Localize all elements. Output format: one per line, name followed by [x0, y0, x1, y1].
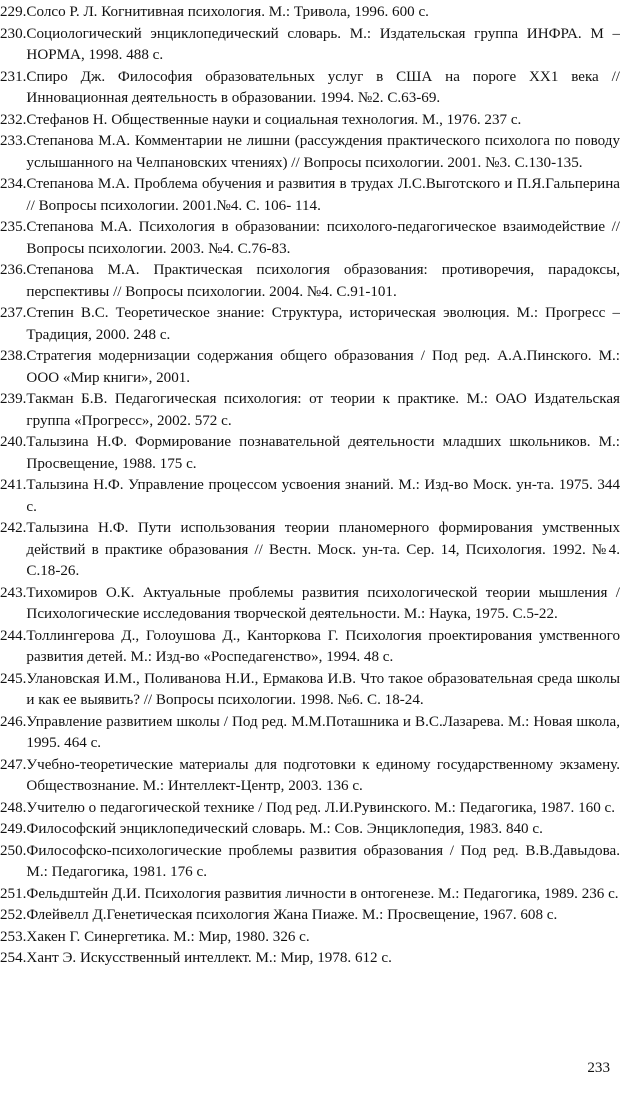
reference-text: Социологический энциклопедический словарь. М.: Издательская группа ИНФРА. М – НОРМА, 1998. 488 с.	[26, 25, 620, 63]
reference-text: Хакен Г. Синергетика. М.: Мир, 1980. 326 с.	[26, 928, 310, 945]
reference-item	[0, 583, 620, 626]
reference-number: 239.	[0, 391, 27, 407]
reference-item	[0, 669, 620, 712]
reference-number: 230.	[0, 25, 27, 42]
reference-text: Степанова М.А. Практическая психология образования: противоречия, парадоксы, перспективы // Вопросы психологии. 2004. №4. С.91-101.	[26, 262, 620, 300]
reference-text: Такман Б.В. Педагогическая психология: от теории к практике. М.: ОАО Издательская группа «Прогресс», 2002. 572 с.	[26, 391, 620, 429]
reference-list	[0, 2, 620, 970]
reference-number: 246.	[0, 713, 27, 730]
reference-number: 254.	[0, 950, 27, 966]
reference-item	[0, 626, 620, 669]
reference-text: Улановская И.М., Поливанова Н.И., Ермакова И.В. Что такое образовательная среда школы и как ее выявить? // Вопросы психологии. 1998. №6. С. 18-24.	[26, 670, 620, 708]
reference-number: 235.	[0, 219, 27, 235]
reference-text: Флейвелл Д.Генетическая психология Жана Пиаже. М.: Просвещение, 1967. 608 с.	[26, 907, 558, 923]
reference-text: Стратегия модернизации содержания общего образования / Под ред. А.А.Пинского. М.: ООО «Мир книги», 2001.	[26, 348, 620, 386]
reference-item	[0, 2, 620, 24]
reference-number: 244.	[0, 627, 27, 644]
reference-item	[0, 948, 620, 970]
reference-item	[0, 346, 620, 389]
reference-text: Степин В.С. Теоретическое знание: Структура, историческая эволюция. М.: Прогресс – Традиция, 2000. 248 с.	[26, 305, 620, 343]
reference-number: 250.	[0, 842, 27, 859]
reference-item	[0, 755, 620, 798]
reference-text: Степанова М.А. Комментарии не лишни (рассуждения практического психолога по поводу услышанного на Челпановских чтениях) // Вопросы психологии. 2001. №3. С.130-135.	[26, 133, 620, 171]
reference-number: 249.	[0, 821, 27, 837]
reference-text: Степанова М.А. Проблема обучения и развития в трудах Л.С.Выготского и П.Я.Гальперина // Вопросы психологии. 2001.№4. С. 106- 114.	[26, 176, 620, 214]
reference-number: 252.	[0, 907, 27, 923]
reference-text: Учителю о педагогической технике / Под ред. Л.И.Рувинского. М.: Педагогика, 1987. 160 с.	[26, 799, 615, 816]
reference-number: 243.	[0, 584, 27, 601]
reference-item	[0, 217, 620, 260]
reference-item	[0, 475, 620, 518]
reference-item	[0, 174, 620, 217]
reference-item	[0, 260, 620, 303]
reference-text: Тихомиров О.К. Актуальные проблемы развития психологической теории мышления / Психологические исследования творческой деятельности. М.: Наука, 1975. С.5-22.	[26, 584, 620, 622]
reference-item	[0, 518, 620, 583]
reference-number: 229.	[0, 4, 27, 20]
reference-number: 241.	[0, 477, 27, 493]
reference-text: Солсо Р. Л. Когнитивная психология. М.: Тривола, 1996. 600 с.	[26, 4, 429, 20]
reference-number: 240.	[0, 434, 27, 450]
reference-text: Управление развитием школы / Под ред. М.М.Поташника и В.С.Лазарева. М.: Новая школа, 1995. 464 с.	[26, 713, 620, 751]
reference-item	[0, 67, 620, 110]
page-number: 233	[587, 1060, 610, 1076]
reference-item	[0, 798, 620, 820]
reference-text: Талызина Н.Ф. Пути использования теории планомерного формирования умственных действий в практике образования // Вестн. Моск. ун-та. Сер. 14, Психология. 1992. №4. С.18-26.	[26, 520, 620, 579]
reference-text: Фельдштейн Д.И. Психология развития личности в онтогенезе. М.: Педагогика, 1989. 236 с.	[26, 885, 619, 902]
reference-text: Степанова М.А. Психология в образовании: психолого-педагогическое взаимодействие // Вопросы психологии. 2003. №4. С.76-83.	[26, 219, 620, 257]
reference-text: Толлингерова Д., Голоушова Д., Канторкова Г. Психология проектирования умственного развития детей. М.: Изд-во «Роспедагенство», 1994. 48 с.	[26, 627, 620, 665]
reference-number: 233.	[0, 133, 27, 149]
reference-number: 236.	[0, 262, 27, 278]
reference-number: 242.	[0, 520, 27, 536]
reference-number: 238.	[0, 348, 27, 364]
reference-number: 234.	[0, 176, 27, 192]
reference-text: Талызина Н.Ф. Формирование познавательной деятельности младших школьников. М.: Просвещение, 1988. 175 с.	[26, 434, 620, 472]
reference-number: 231.	[0, 68, 27, 85]
reference-item	[0, 303, 620, 346]
reference-item	[0, 432, 620, 475]
reference-number: 237.	[0, 305, 27, 321]
reference-item	[0, 841, 620, 884]
reference-text: Талызина Н.Ф. Управление процессом усвоения знаний. М.: Изд-во Моск. ун-та. 1975. 344 с.	[26, 477, 620, 515]
reference-item	[0, 819, 620, 841]
reference-item	[0, 927, 620, 949]
reference-number: 248.	[0, 799, 27, 816]
reference-item	[0, 110, 620, 132]
reference-text: Хант Э. Искусственный интеллект. М.: Мир, 1978. 612 с.	[26, 950, 392, 966]
reference-item	[0, 389, 620, 432]
reference-text: Учебно-теоретические материалы для подготовки к единому государственному экзамену. Обществознание. М.: Интеллект-Центр, 2003. 136 с.	[26, 756, 620, 794]
reference-text: Спиро Дж. Философия образовательных услуг в США на пороге XX1 века // Инновационная деятельность в образовании. 1994. №2. С.63-69.	[26, 68, 620, 106]
reference-number: 232.	[0, 111, 27, 128]
reference-number: 253.	[0, 928, 27, 945]
reference-text: Философский энциклопедический словарь. М.: Сов. Энциклопедия, 1983. 840 с.	[26, 821, 543, 837]
reference-item	[0, 131, 620, 174]
reference-text: Стефанов Н. Общественные науки и социальная технология. М., 1976. 237 с.	[26, 111, 522, 128]
reference-item	[0, 24, 620, 67]
reference-number: 245.	[0, 670, 27, 687]
reference-item	[0, 712, 620, 755]
reference-item	[0, 884, 620, 906]
reference-number: 247.	[0, 756, 27, 773]
reference-number: 251.	[0, 885, 27, 902]
reference-item	[0, 905, 620, 927]
reference-text: Философско-психологические проблемы развития образования / Под ред. В.В.Давыдова. М.: Педагогика, 1981. 176 с.	[26, 842, 620, 880]
